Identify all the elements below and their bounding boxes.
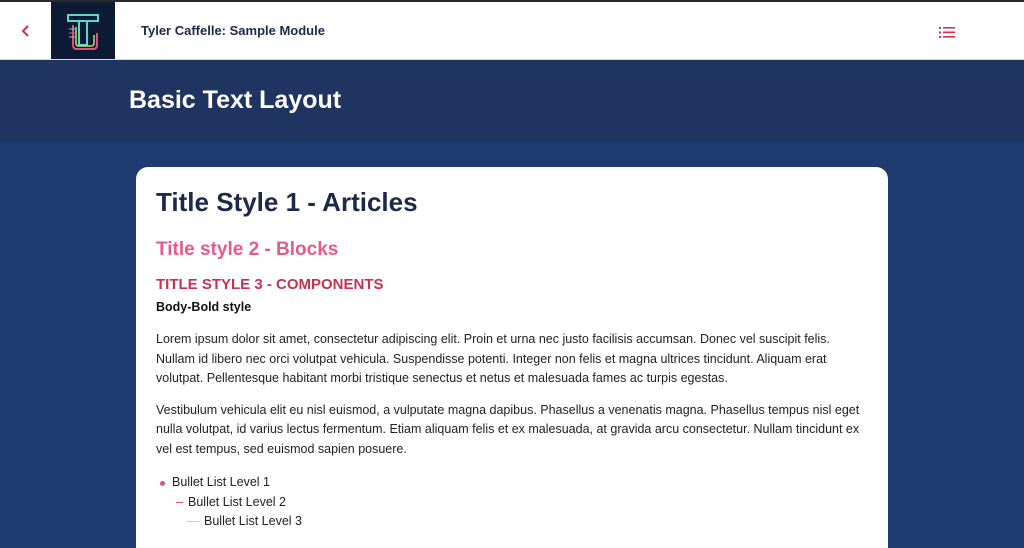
title-style-3: TITLE STYLE 3 - COMPONENTS <box>156 276 384 293</box>
bullet-dot-icon <box>160 481 165 486</box>
list-item-label: Bullet List Level 2 <box>188 494 286 509</box>
list-item <box>156 473 868 493</box>
top-bar <box>0 0 1024 60</box>
list-item <box>156 493 868 513</box>
title-style-1: Title Style 1 - Articles <box>156 187 418 217</box>
course-title: Tyler Caffelle: Sample Module <box>141 23 325 38</box>
body-bold-text: Body-Bold style <box>156 300 252 314</box>
paragraph: Lorem ipsum dolor sit amet, consectetur adipiscing elit. Proin et urna nec justo facilisis accumsan. Donec vel suscipit felis. Nullam id libero nec orci volutpat vehicula. Suspendisse potenti. Integer non felis et magna ultrices tincidunt. Aliquam erat volutpat. Pellentesque habitant morbi tristique senectus et netus et malesuada fames ac turpis egestas. <box>156 332 830 385</box>
content-card <box>136 167 888 548</box>
list-item-label: Bullet List Level 3 <box>204 514 302 528</box>
bullet-line-icon <box>187 521 200 522</box>
chevron-left-icon <box>21 25 31 37</box>
lesson-header <box>0 60 1024 142</box>
bullet-list <box>156 473 868 532</box>
list-item <box>156 512 868 532</box>
list-menu-icon <box>939 26 955 39</box>
menu-button[interactable] <box>934 22 960 42</box>
course-logo[interactable] <box>51 2 115 59</box>
bullet-dash-icon <box>176 502 183 504</box>
lesson-title: Basic Text Layout <box>129 86 342 114</box>
title-style-2: Title style 2 - Blocks <box>156 239 339 260</box>
logo-icon <box>63 9 103 53</box>
back-button[interactable] <box>0 2 51 59</box>
paragraph: Vestibulum vehicula elit eu nisl euismod, a vulputate magna dapibus. Phasellus a venenatis magna. Phasellus tempus nisl eget nulla volutpat, id varius lectus fermentum. Etiam aliquam felis et ex malesuada, at gravida arcu consectetur. Nullam tincidunt ex vel est tempus, sed euismod sapien posuere. <box>156 402 860 456</box>
list-item-label: Bullet List Level 1 <box>172 475 270 489</box>
